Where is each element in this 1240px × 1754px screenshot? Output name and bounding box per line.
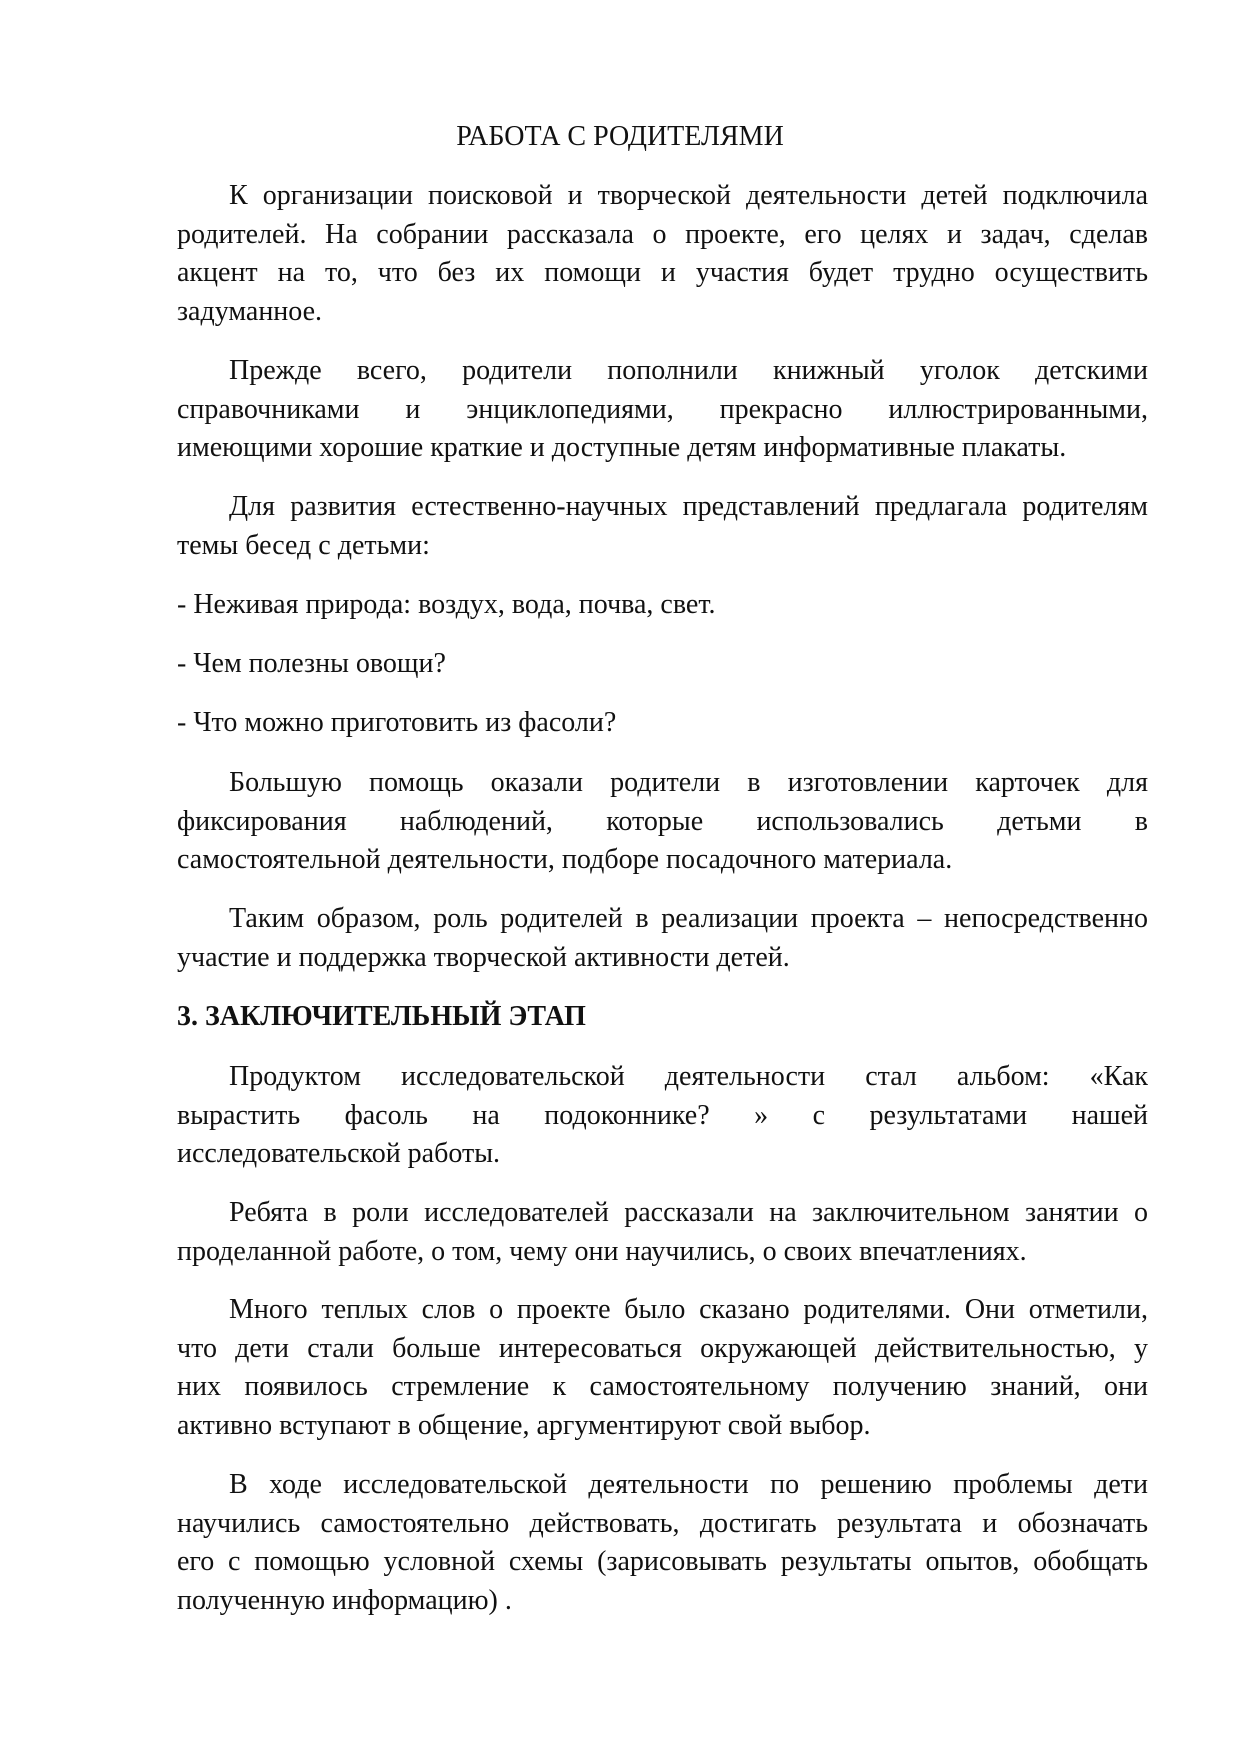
text-line: акцент на то, что без их помощи и участия будет трудно осуществить — [177, 257, 1148, 288]
text-line: К организации поисковой и творческой деятельности детей подключила — [229, 180, 1148, 211]
text-line: имеющими хорошие краткие и доступные детям информативные плакаты. — [177, 432, 1067, 463]
text-line: справочниками и энциклопедиями, прекрасно иллюстрированными, — [177, 393, 1148, 425]
text-line: них появилось стремление к самостоятельному получению знаний, они — [177, 1371, 1148, 1402]
text-line: Для развития естественно-научных представлений предлагала родителям — [229, 491, 1148, 522]
text-line: задуманное. — [177, 295, 323, 327]
paragraph — [177, 1466, 1148, 1620]
text-line: Продуктом исследовательской деятельности стал альбом: «Как — [229, 1061, 1148, 1092]
text-line: что дети стали больше интересоваться окружающей действительностью, у — [177, 1332, 1148, 1364]
text-line: активно вступают в общение, аргументируют свой выбор. — [177, 1409, 871, 1441]
list-item — [177, 586, 1148, 625]
text-line: научились самостоятельно действовать, достигать результата и обозначать — [177, 1507, 1148, 1539]
text-line: вырастить фасоль на подоконнике? » с результатами нашей — [177, 1099, 1148, 1131]
paragraph — [177, 1194, 1148, 1271]
text-line: - Что можно приготовить из фасоли? — [177, 707, 617, 738]
paragraph — [177, 488, 1148, 565]
page-title: РАБОТА С РОДИТЕЛЯМИ — [456, 121, 784, 152]
text-line: Большую помощь оказали родители в изготовлении карточек для — [229, 767, 1148, 798]
text-line: Ребята в роли исследователей рассказали на заключительном занятии о — [229, 1197, 1148, 1228]
paragraph — [177, 764, 1148, 880]
text-line: Много теплых слов о проекте было сказано родителями. Они отметили, — [229, 1294, 1148, 1325]
text-line: - Чем полезны овощи? — [177, 648, 446, 679]
paragraph — [177, 1291, 1148, 1445]
section-heading — [177, 998, 1148, 1037]
paragraph — [177, 352, 1148, 468]
paragraph — [177, 177, 1148, 331]
text-line: его с помощью условной схемы (зарисовывать результаты опытов, обобщать — [177, 1546, 1148, 1577]
text-line: самостоятельной деятельности, подборе посадочного материала. — [177, 844, 953, 875]
text-line: темы бесед с детьми: — [177, 529, 430, 561]
text-line: 3. ЗАКЛЮЧИТЕЛЬНЫЙ ЭТАП — [177, 1001, 586, 1032]
text-line: Таким образом, роль родителей в реализации проекта – непосредственно — [229, 903, 1148, 934]
list-item — [177, 704, 1148, 743]
text-line: фиксирования наблюдений, которые использовались детьми в — [177, 805, 1148, 837]
text-line: Прежде всего, родители пополнили книжный уголок детскими — [229, 355, 1148, 386]
paragraph — [177, 1058, 1148, 1174]
text-line: проделанной работе, о том, чему они научились, о своих впечатлениях. — [177, 1235, 1027, 1267]
text-line: участие и поддержка творческой активности детей. — [177, 941, 790, 973]
text-line: - Неживая природа: воздух, вода, почва, свет. — [177, 589, 716, 620]
paragraph — [177, 900, 1148, 977]
text-line: В ходе исследовательской деятельности по решению проблемы дети — [229, 1469, 1148, 1500]
text-line: родителей. На собрании рассказала о проекте, его целях и задач, сделав — [177, 218, 1148, 250]
text-line: исследовательской работы. — [177, 1138, 501, 1169]
text-line: полученную информацию) . — [177, 1584, 512, 1616]
list-item — [177, 645, 1148, 684]
